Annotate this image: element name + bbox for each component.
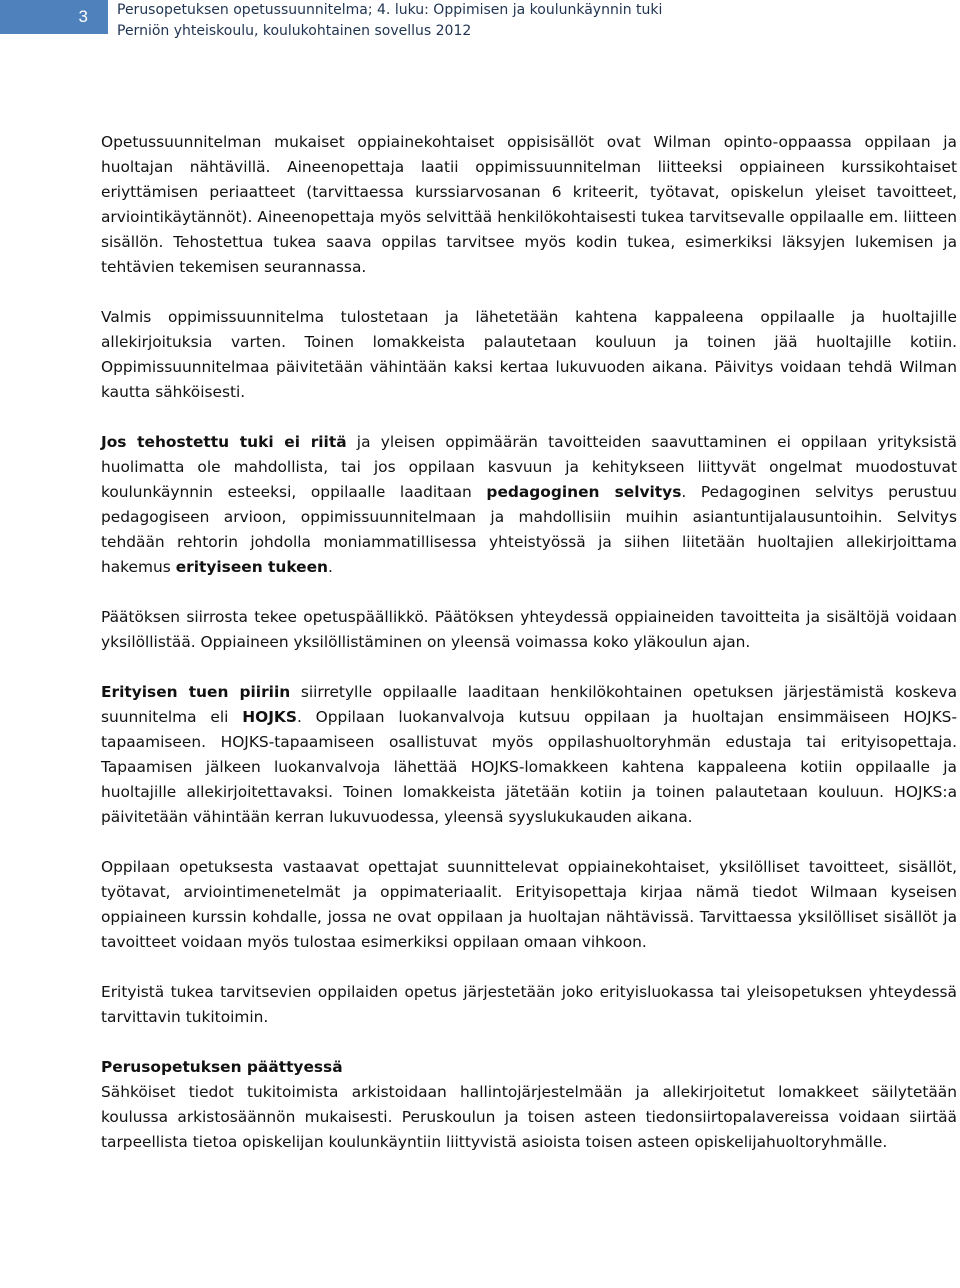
- paragraph-5: [101, 680, 957, 830]
- paragraph-text: ja yleisen oppimäärän tavoitteiden saavuttaminen ei oppilaan yrityksistä huolimatta ole mahdollista, tai jos oppilaan kasvuun ja kehitykseen liittyvät ongelmat muodostuvat koulunkäynnin esteeksi, oppilaalle laaditaan: [101, 433, 957, 501]
- paragraph-text: .: [327, 558, 333, 576]
- paragraph-1: Opetussuunnitelman mukaiset oppiainekohtaiset oppisisällöt ovat Wilman opinto-oppaassa oppilaan ja huoltajan nähtävillä. Aineenopettaja laatii oppimissuunnitelman liitteeksi oppiaineen kurssikohtaiset eriyttämisen periaatteet (tarvittaessa kurssiarvosanan 6 kriteerit, työtavat, opiskelun yleiset tavoitteet, arviointikäytännöt). Aineenopettaja myös selvittää henkilökohtaisesti tukea tarvitsevalle oppilaalle em. liitteen sisällön. Tehostettua tukea saava oppilas tarvitsee myös kodin tukea, esimerkiksi läksyjen lukemisen ja tehtävien tekemisen seurannassa.: [101, 133, 957, 276]
- section-heading: Perusopetuksen päättyessä: [101, 1058, 343, 1076]
- bold-phrase: Erityisen tuen piiriin: [101, 683, 291, 701]
- paragraph-text: . Oppilaan luokanvalvoja kutsuu oppilaan ja huoltajan ensimmäiseen HOJKS-tapaamiseen. HOJKS-tapaamiseen osallistuvat myös oppilashuoltoryhmän edustaja tai erityisopettaja. Tapaamisen jälkeen luokanvalvoja lähettää HOJKS-lomakkeen kahtena kappaleena kotiin oppilaalle ja huoltajille allekirjoitettavaksi. Toinen lomakkeista jätetään kotiin ja toinen palautetaan kouluun. HOJKS:a päivitetään vähintään kerran lukuvuodessa, yleensä syyslukukauden aikana.: [101, 708, 958, 826]
- page-number: 3: [0, 0, 108, 34]
- paragraph-6: Oppilaan opetuksesta vastaavat opettajat suunnittelevat oppiainekohtaiset, yksilölliset tavoitteet, sisällöt, työtavat, arviointimenetelmät ja oppimateriaalit. Erityisopettaja kirjaa nämä tiedot Wilmaan kyseisen oppiaineen kurssin kohdalle, jossa ne ovat oppilaan ja huoltajan nähtävissä. Tarvittaessa yksilölliset sisällöt ja tavoitteet voidaan myös tulostaa esimerkiksi oppilaan omaan vihkoon.: [101, 858, 957, 951]
- header-line-1: Perusopetuksen opetussuunnitelma; 4. luku: Oppimisen ja koulunkäynnin tuki: [117, 2, 663, 18]
- paragraph-2: Valmis oppimissuunnitelma tulostetaan ja lähetetään kahtena kappaleena oppilaalle ja huoltajille allekirjoituksia varten. Toinen lomakkeista palautetaan kouluun ja toinen jää huoltajille kotiin. Oppimissuunnitelmaa päivitetään vähintään kaksi kertaa lukuvuoden aikana. Päivitys voidaan tehdä Wilman kautta sähköisesti.: [101, 308, 957, 401]
- paragraph-8: Sähköiset tiedot tukitoimista arkistoidaan hallintojärjestelmään ja allekirjoitetut lomakkeet säilytetään koulussa arkistosäännön mukaisesti. Peruskoulun ja toisen asteen tiedonsiirtopalavereissa voidaan siirtää tarpeellista tietoa opiskelijan koulunkäyntiin liittyvistä asioista toisen asteen opiskelijahuoltoryhmälle.: [101, 1083, 957, 1151]
- bold-phrase: pedagoginen selvitys: [486, 483, 682, 501]
- bold-phrase: Jos tehostettu tuki ei riitä: [101, 433, 347, 451]
- document-body: [101, 130, 957, 1180]
- header-line-2: Perniön yhteiskoulu, koulukohtainen sovellus 2012: [117, 23, 472, 39]
- paragraph-7: Erityistä tukea tarvitsevien oppilaiden opetus järjestetään joko erityisluokassa tai yleisopetuksen yhteydessä tarvittavin tukitoimin.: [101, 983, 957, 1026]
- paragraph-3: [101, 430, 957, 580]
- paragraph-text: siirretylle oppilaalle laaditaan henkilökohtainen opetuksen järjestämistä koskeva suunnitelma eli: [101, 683, 957, 726]
- header-title: [117, 0, 662, 42]
- bold-phrase: HOJKS: [242, 708, 297, 726]
- page-header: [0, 0, 960, 46]
- bold-phrase: erityiseen tukeen: [175, 558, 328, 576]
- paragraph-text: . Pedagoginen selvitys perustuu pedagogiseen arvioon, oppimissuunnitelmaan ja mahdollisiin muihin asiantuntijalausuntoihin. Selvitys tehdään rehtorin johdolla moniammatillisessa yhteistyössä ja siihen liitetään huoltajien allekirjoittama hakemus: [101, 483, 957, 576]
- paragraph-4: Päätöksen siirrosta tekee opetuspäällikkö. Päätöksen yhteydessä oppiaineiden tavoitteita ja sisältöjä voidaan yksilöllistää. Oppiaineen yksilöllistäminen on yleensä voimassa koko yläkoulun ajan.: [101, 608, 957, 651]
